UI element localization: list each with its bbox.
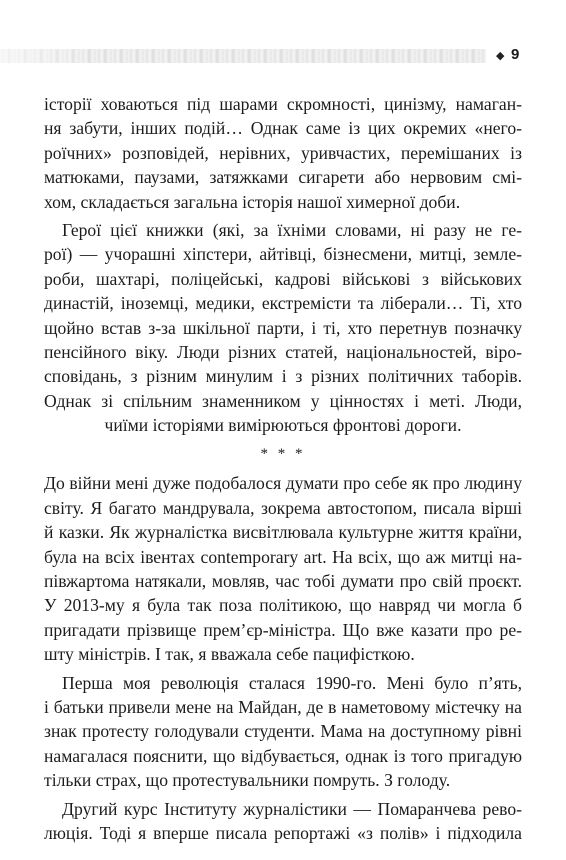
- running-header: [0, 44, 566, 70]
- paragraph: [44, 671, 522, 793]
- text-line: роби, шахтарі, поліцейські, кадрові військові з військових: [44, 268, 522, 289]
- text-line: історії ховаються під шарами скромності, цинізму, намаган-: [44, 94, 522, 114]
- text-line: щойно встав з-за шкільної парти, і ті, хто перетнув позначку: [44, 317, 522, 338]
- text-line: роїчних» розповідей, нерівних, уривчастих, перемішаних із: [44, 142, 522, 163]
- text-line: була на всіх івентах contemporary art. На всіх, що аж митці на-: [44, 546, 522, 567]
- text-line: Герої цієї книжки (які, за їхніми словами, ні разу не ге-: [62, 219, 522, 240]
- text-line: світу. Я багато мандрувала, зокрема автостопом, писала вірші: [44, 497, 522, 518]
- page-number: 9: [511, 46, 520, 63]
- text-line: династій, іноземці, медики, екстремісти та ліберали… Ті, хто: [44, 293, 522, 314]
- text-line: тільки страх, що протестувальники помруть. З голоду.: [44, 770, 451, 791]
- text-line: сповідань, з різним минулим і з різних політичних таборів.: [44, 366, 522, 387]
- text-line: У 2013-му я була так поза політикою, що навряд чи могла б: [44, 595, 522, 616]
- paragraph: [44, 218, 522, 438]
- text-line: півжартома натякали, мовляв, час тобі думати про свій проєкт.: [44, 571, 522, 592]
- header-decorative-band: [0, 49, 486, 63]
- text-line: матюками, паузами, затяжками сигарети або нервовим смі-: [44, 167, 522, 188]
- diamond-ornament-icon: ◆: [496, 49, 505, 62]
- text-line: хом, складається загальна історія нашої химерної доби.: [44, 191, 461, 212]
- text-line: шту міністрів. І так, я вважала себе пацифісткою.: [44, 644, 415, 665]
- text-line: й казки. Як журналістка висвітлювала культурне життя країни,: [44, 522, 522, 543]
- text-line: рої) — учорашні хіпстери, айтівці, бізнесмени, митці, земле-: [44, 244, 522, 265]
- text-line: намагалася пояснити, що відбувається, однак із того пригадую: [44, 745, 522, 766]
- text-line: пенсійного віку. Люди різних статей, національностей, віро-: [44, 341, 522, 362]
- paragraph: [44, 471, 522, 666]
- text-line: люція. Тоді я вперше писала репортажі «з полів» і підходила: [44, 822, 522, 843]
- body-text: [44, 92, 522, 845]
- text-line: Однак зі спільним знаменником у цінностях і меті. Люди,: [44, 390, 522, 411]
- text-line: Другий курс Інституту журналістики — Помаранчева рево-: [62, 798, 522, 819]
- paragraph: [44, 92, 522, 214]
- text-line: чиїми історіями вимірюються фронтові дороги.: [104, 415, 462, 436]
- text-line: Перша моя революція сталася 1990-го. Мені було п’ять,: [62, 672, 522, 693]
- text-line: і батьки привели мене на Майдан, де в наметовому містечку на: [44, 696, 522, 717]
- text-line: До війни мені дуже подобалося думати про себе як про людину: [44, 473, 522, 494]
- paragraph: [44, 797, 522, 846]
- text-line: ня забути, інших подій… Однак саме із цих окремих «него-: [44, 118, 522, 139]
- text-line: знак протесту голодували студенти. Мама на доступному рівні: [44, 721, 522, 742]
- text-line: пригадати прізвище прем’єр-міністра. Що вже казати про ре-: [44, 619, 522, 640]
- section-separator: * * *: [260, 446, 306, 463]
